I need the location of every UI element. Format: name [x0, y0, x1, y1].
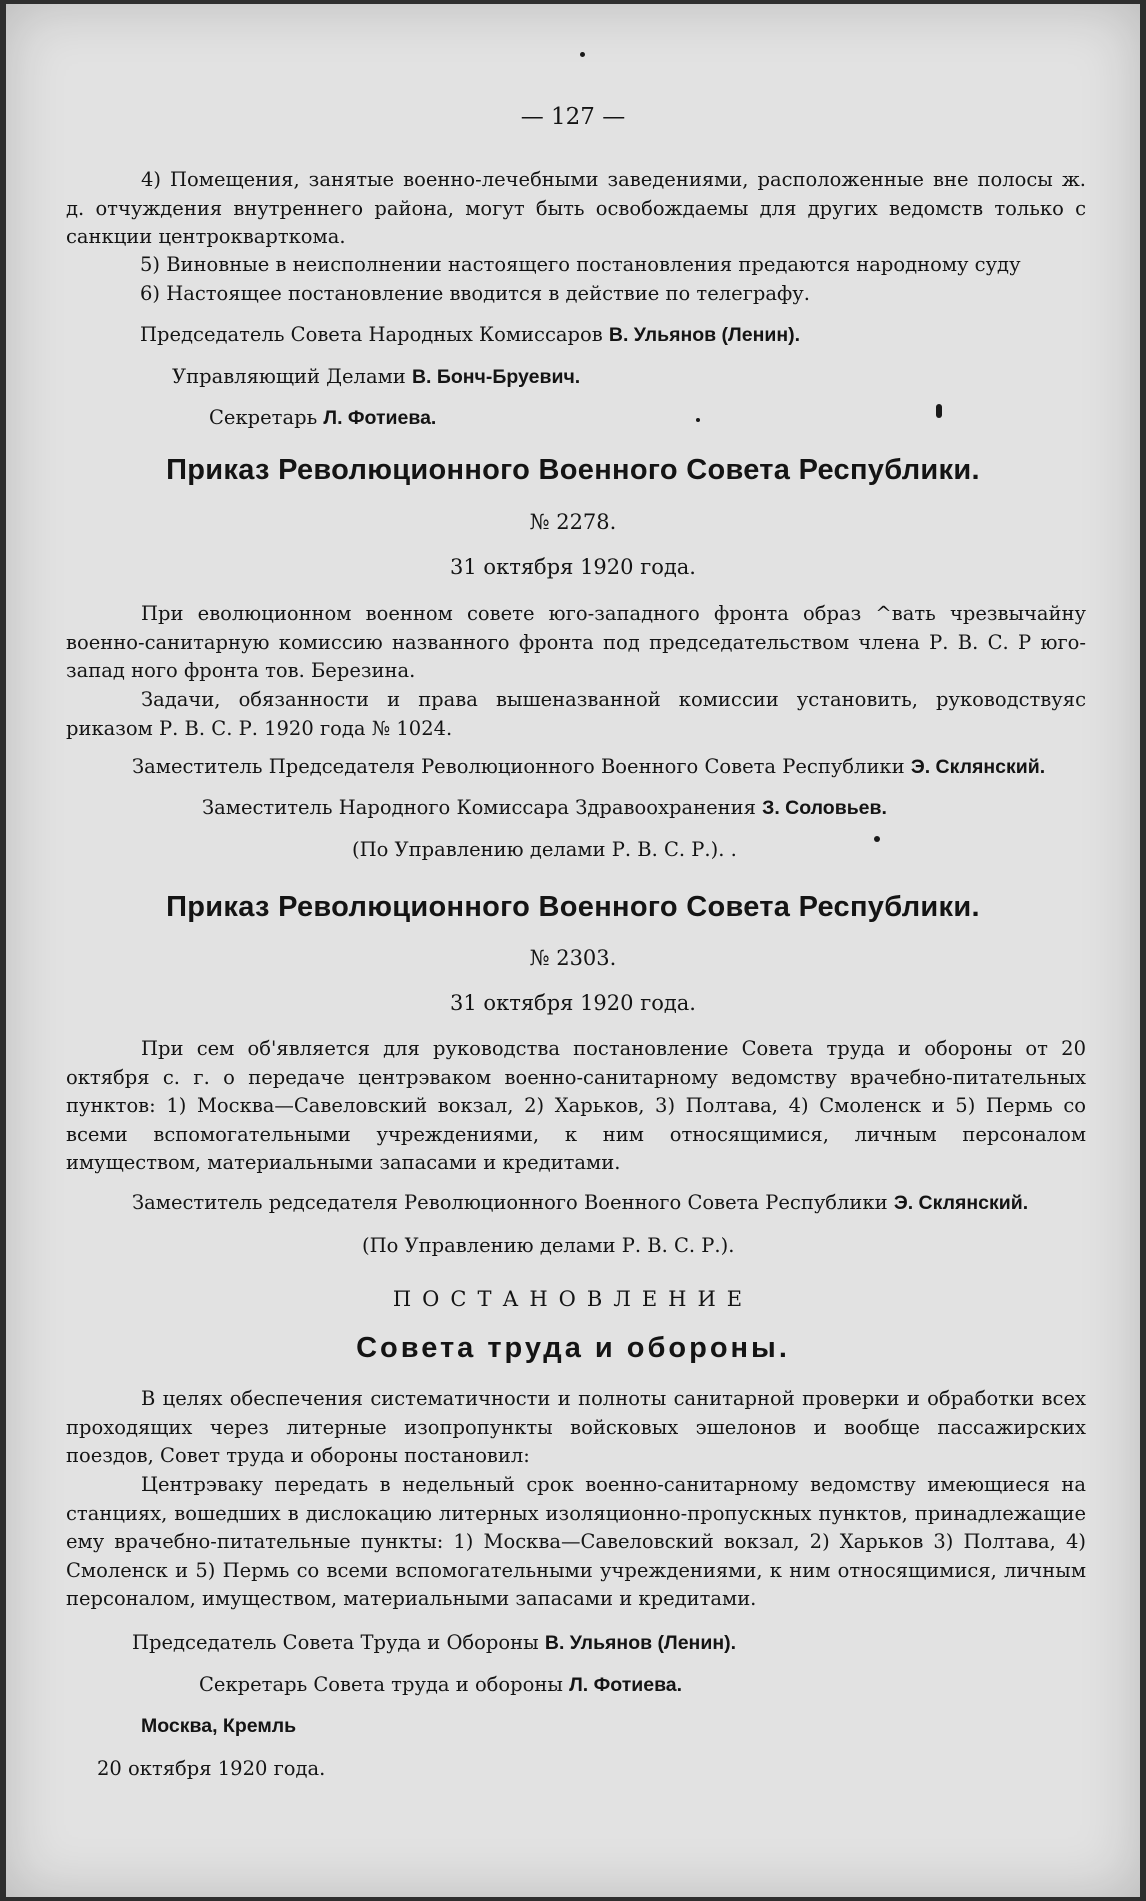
signature-title: Секретарь: [209, 406, 318, 429]
page-number: — 127 —: [520, 104, 626, 130]
resolution-date: 20 октября 1920 года.: [97, 1757, 326, 1780]
order-1-footer: (По Управлению делами Р. В. С. Р.). .: [352, 838, 737, 861]
order-1-paragraph-2: Задачи, обязанности и права вышеназванной комиссии установить, руководствуяс риказом Р. В. С. Р. 1920 года № 1024.: [66, 688, 1086, 740]
order-1-signature-health: [202, 794, 887, 822]
signature-title: Заместитель Народного Комиссара Здравоохранения: [202, 796, 756, 819]
signature-name: В. Ульянов (Ленин).: [608, 324, 801, 346]
resolution-paragraph-2: Центрэваку передать в недельный срок военно-санитарному ведомству имеющиеся на станциях, вошедших в дислокацию литерных изоляционно-пропускных пунктов, принадлежащие ему врачебно-питательные пункты: 1) Москва—Савеловский вокзал, 2) Харьков 3) Полтава, 4) Смоленск и 5) Пермь со всеми вспомогательными учреждениями, к ним относящимися, личным персоналом, имуществом, материальными запасами и кредитами.: [66, 1473, 1086, 1610]
signature-title: Управляющий Делами: [172, 365, 406, 388]
decree-item-4: 4) Помещения, занятые военно-лечебными заведениями, расположенные вне полосы ж. д. отчуждения внутреннего района, могут быть освобождаемы для других ведомств только с санкции центрокварткома.: [66, 168, 1086, 248]
order-2-signature-deputy: [132, 1189, 1028, 1217]
resolution-paragraph-1: В целях обеспечения систематичности и полноты санитарной проверки и обработки всех проходящих через литерные изопропункты войсковых эшелонов и вообще пассажирских поездов, Совет труда и обороны постановил:: [66, 1387, 1086, 1467]
signature-name: Л. Фотиева.: [323, 407, 437, 429]
resolution-heading: ПОСТАНОВЛЕНИЕ: [392, 1287, 754, 1311]
order-2-footer: (По Управлению делами Р. В. С. Р.).: [362, 1234, 735, 1257]
signature-name: Э. Склянский.: [910, 756, 1046, 778]
scan-speck: [936, 404, 942, 418]
signature-title: Председатель Совета Народных Комиссаров: [140, 323, 603, 346]
order-2-number: № 2303.: [529, 946, 617, 970]
decree-item-6: 6) Настоящее постановление вводится в действие по телеграфу.: [140, 282, 810, 305]
signature-title: Заместитель редседателя Революционного Военного Совета Республики: [132, 1191, 888, 1214]
scan-speck: [696, 418, 700, 422]
order-2-paragraph-1: При сем об'является для руководства постановление Совета труда и обороны от 20 октября с. г. о передаче центрэваком военно-санитарному ведомству врачебно-питательных пунктов: 1) Москва—Савеловский вокзал, 2) Харьков, 3) Полтава, 4) Смоленск и 5) Пермь со всеми вспомогательными учреждениями, к ним относящимися, личным персоналом имуществом, материальными запасами и кредитами.: [66, 1037, 1086, 1174]
order-1-paragraph-1: При еволюционном военном совете юго-западного фронта образ ^вать чрезвычайну военно-санитарную комиссию названного фронта под председательством члена Р. В. С. Р юго-запад ного фронта тов. Березина.: [66, 602, 1086, 682]
order-1-number: № 2278.: [529, 510, 617, 534]
order-2-title: Приказ Революционного Военного Совета Республики.: [166, 891, 980, 923]
resolution-place: Москва, Кремль: [141, 1715, 297, 1737]
decree-signature-secretary: [209, 404, 436, 432]
decree-signature-chairman: [140, 321, 800, 349]
signature-name: В. Бонч-Бруевич.: [411, 366, 581, 388]
signature-title: Заместитель Председателя Революционного Военного Совета Республики: [132, 755, 905, 778]
resolution-subheading: Совета труда и обороны.: [356, 1332, 790, 1364]
order-1-signature-deputy: [132, 753, 1045, 781]
signature-name: З. Соловьев.: [762, 797, 887, 819]
signature-name: Л. Фотиева.: [569, 1674, 683, 1696]
order-1-date: 31 октября 1920 года.: [450, 555, 696, 579]
decree-signature-manager: [172, 363, 580, 391]
decree-item-5: 5) Виновные в неисполнении настоящего постановления предаются народному суду: [140, 253, 1021, 276]
signature-name: В. Ульянов (Ленин).: [544, 1632, 737, 1654]
order-2-date: 31 октября 1920 года.: [450, 991, 696, 1015]
signature-title: Председатель Совета Труда и Обороны: [132, 1631, 539, 1654]
document-page: [6, 4, 1140, 1897]
resolution-signature-chairman: [132, 1629, 736, 1657]
scan-speck: [580, 52, 585, 57]
scan-speck: [874, 836, 880, 842]
order-1-title: Приказ Революционного Военного Совета Республики.: [166, 454, 980, 486]
resolution-signature-secretary: [199, 1671, 682, 1699]
signature-name: Э. Склянский.: [893, 1192, 1029, 1214]
signature-title: Секретарь Совета труда и обороны: [199, 1673, 563, 1696]
